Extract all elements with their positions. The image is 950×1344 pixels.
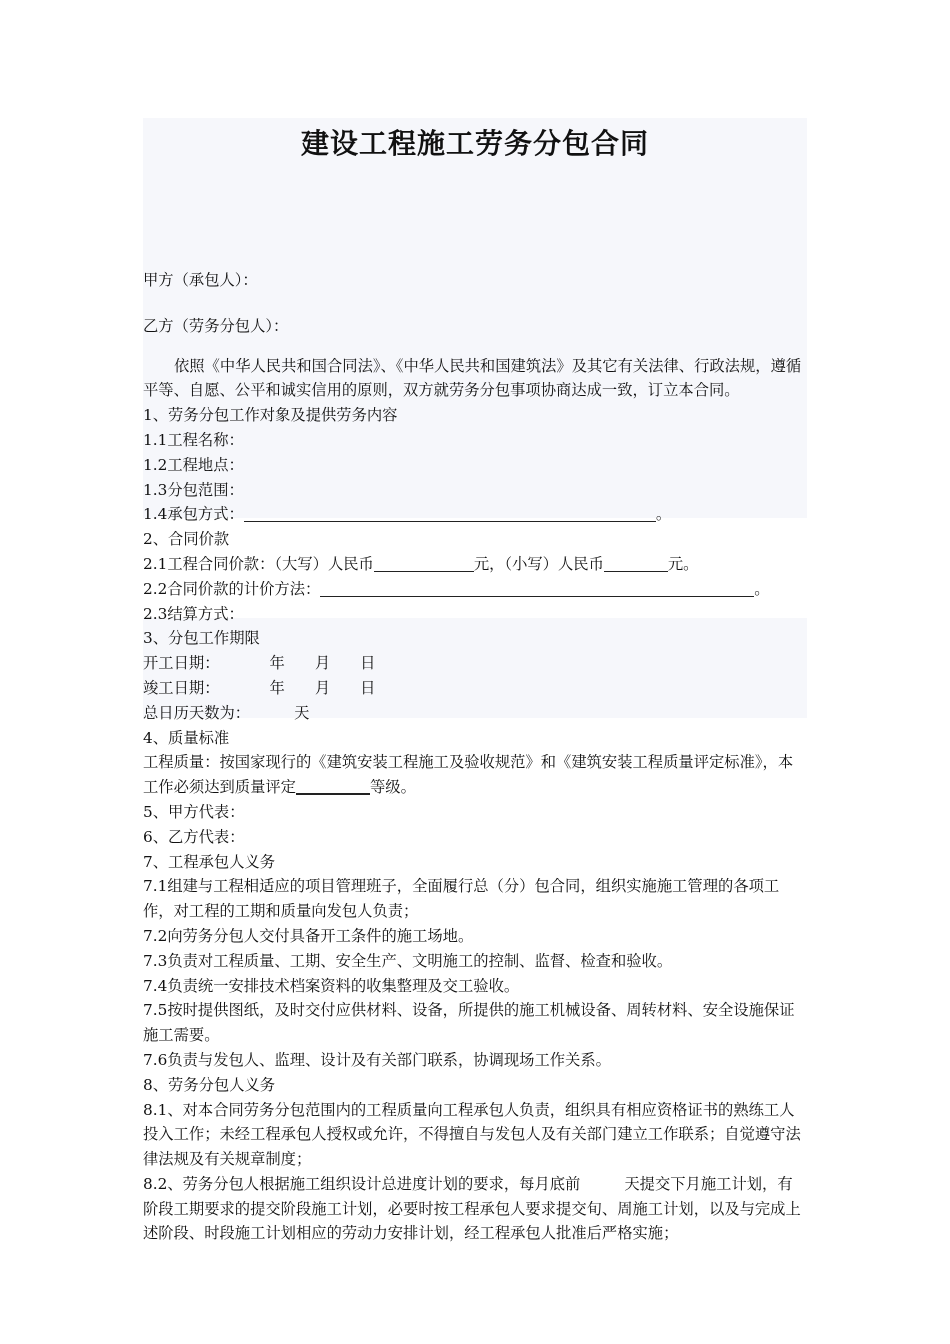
section-8-heading: 8、劳务分包人义务 bbox=[143, 1075, 276, 1094]
start-year-unit: 年 bbox=[269, 654, 285, 673]
pricing-method-end: 。 bbox=[754, 579, 770, 598]
section-4-heading: 4、质量标准 bbox=[143, 728, 230, 747]
total-days-label: 总日历天数为： bbox=[143, 703, 251, 722]
section-3-heading: 3、分包工作期限 bbox=[143, 629, 260, 648]
party-a-line: 甲方（承包人）： bbox=[143, 271, 258, 289]
section-6-party-b-rep: 6、乙方代表： bbox=[143, 827, 245, 846]
obligation-7-3: 7.3负责对工程质量、工期、安全生产、文明施工的控制、监督、检查和验收。 bbox=[143, 951, 673, 970]
section-2-heading: 2、合同价款 bbox=[143, 530, 230, 549]
preamble-paragraph: 依照《中华人民共和国合同法》、《中华人民共和国建筑法》及其它有关法律、行政法规，遵循平等、自愿、公平和诚实信用的原则，双方就劳务分包事项协商达成一致，订立本合同。 bbox=[143, 356, 802, 400]
obligation-8-2 bbox=[143, 1172, 807, 1246]
quality-standard-paragraph bbox=[143, 750, 807, 800]
start-month-unit: 月 bbox=[314, 654, 331, 673]
total-days-unit: 天 bbox=[294, 703, 310, 722]
quality-grade-blank[interactable] bbox=[296, 777, 370, 795]
start-date-label: 开工日期： bbox=[143, 654, 220, 673]
obligation-7-5: 7.5按时提供图纸，及时交付应供材料、设备，所提供的施工机械设备、周转材料、安全设施保证施工需要。 bbox=[143, 1001, 795, 1045]
pricing-method-label: 2.2合同价款的计价方法： bbox=[143, 579, 321, 598]
obligation-7-4: 7.4负责统一安排技术档案资料的收集整理及交工验收。 bbox=[143, 976, 520, 995]
pricing-method-blank[interactable] bbox=[320, 580, 754, 597]
obligation-7-2: 7.2向劳务分包人交付具备开工条件的施工场地。 bbox=[143, 926, 474, 945]
obligation-7-1: 7.1组建与工程相适应的项目管理班子，全面履行总（分）包合同，组织实施施工管理的各项工作，对工程的工期和质量向发包人负责； bbox=[143, 877, 780, 921]
project-location-line: 1.2工程地点： bbox=[143, 455, 244, 474]
completion-date-label: 竣工日期： bbox=[143, 678, 220, 697]
section-5-party-a-rep: 5、甲方代表： bbox=[143, 802, 245, 821]
contracting-method-line bbox=[143, 502, 807, 527]
completion-day-unit: 日 bbox=[360, 678, 376, 697]
obligation-8-2-start: 8.2、劳务分包人根据施工组织设计总进度计划的要求，每月底前 bbox=[143, 1174, 581, 1193]
pricing-method-line bbox=[143, 577, 807, 602]
completion-year-unit: 年 bbox=[269, 678, 285, 697]
start-day-unit: 日 bbox=[360, 654, 376, 673]
obligation-8-1: 8.1、对本合同劳务分包范围内的工程质量向工程承包人负责，组织具有相应资格证书的熟练工人投入工作；未经工程承包人授权或允许，不得擅自与发包人及有关部门建立工作联系；自觉遵守法律法规及有关规章制度； bbox=[143, 1100, 801, 1169]
project-name-line: 1.1工程名称： bbox=[143, 430, 244, 449]
section-1-heading: 1、劳务分包工作对象及提供劳务内容 bbox=[143, 406, 398, 425]
price-uppercase-blank[interactable] bbox=[374, 555, 474, 572]
contracting-method-label: 1.4承包方式： bbox=[143, 505, 244, 524]
contract-price-label: 2.1工程合同价款：（大写）人民币 bbox=[143, 554, 374, 573]
section-7-heading: 7、工程承包人义务 bbox=[143, 852, 276, 871]
party-b-line: 乙方（劳务分包人）： bbox=[143, 316, 289, 335]
obligation-8-2-rest: 天提交下月施工计划，有阶段工期要求的提交阶段施工计划，必要时按工程承包人要求提交旬、周施工计划，以及与完成上述阶段、时段施工计划相应的劳动力安排计划，经工程承包人批准后严格实施； bbox=[143, 1174, 801, 1243]
quality-standard-text: 工程质量：按国家现行的《建筑安装工程施工及验收规范》和《建筑安装工程质量评定标准》，本工作必须达到质量评定 bbox=[143, 753, 794, 797]
document-title: 建设工程施工劳务分包合同 bbox=[300, 127, 649, 160]
price-lowercase-blank[interactable] bbox=[604, 555, 668, 572]
subcontract-scope-line: 1.3分包范围： bbox=[143, 480, 244, 499]
quality-standard-end: 等级。 bbox=[369, 778, 416, 797]
obligation-7-6: 7.6负责与发包人、监理、设计及有关部门联系，协调现场工作关系。 bbox=[143, 1050, 611, 1069]
completion-month-unit: 月 bbox=[314, 678, 331, 697]
contracting-method-end: 。 bbox=[655, 505, 672, 524]
completion-date-line bbox=[143, 676, 807, 701]
settlement-method-line: 2.3结算方式： bbox=[143, 604, 244, 623]
contract-document bbox=[143, 118, 807, 1246]
contract-price-line bbox=[143, 552, 807, 577]
contract-price-end: 元。 bbox=[667, 554, 699, 573]
contracting-method-blank[interactable] bbox=[244, 505, 656, 522]
contract-price-mid: 元，（小写）人民币 bbox=[473, 554, 604, 573]
total-days-line bbox=[143, 701, 807, 726]
start-date-line bbox=[143, 651, 807, 676]
